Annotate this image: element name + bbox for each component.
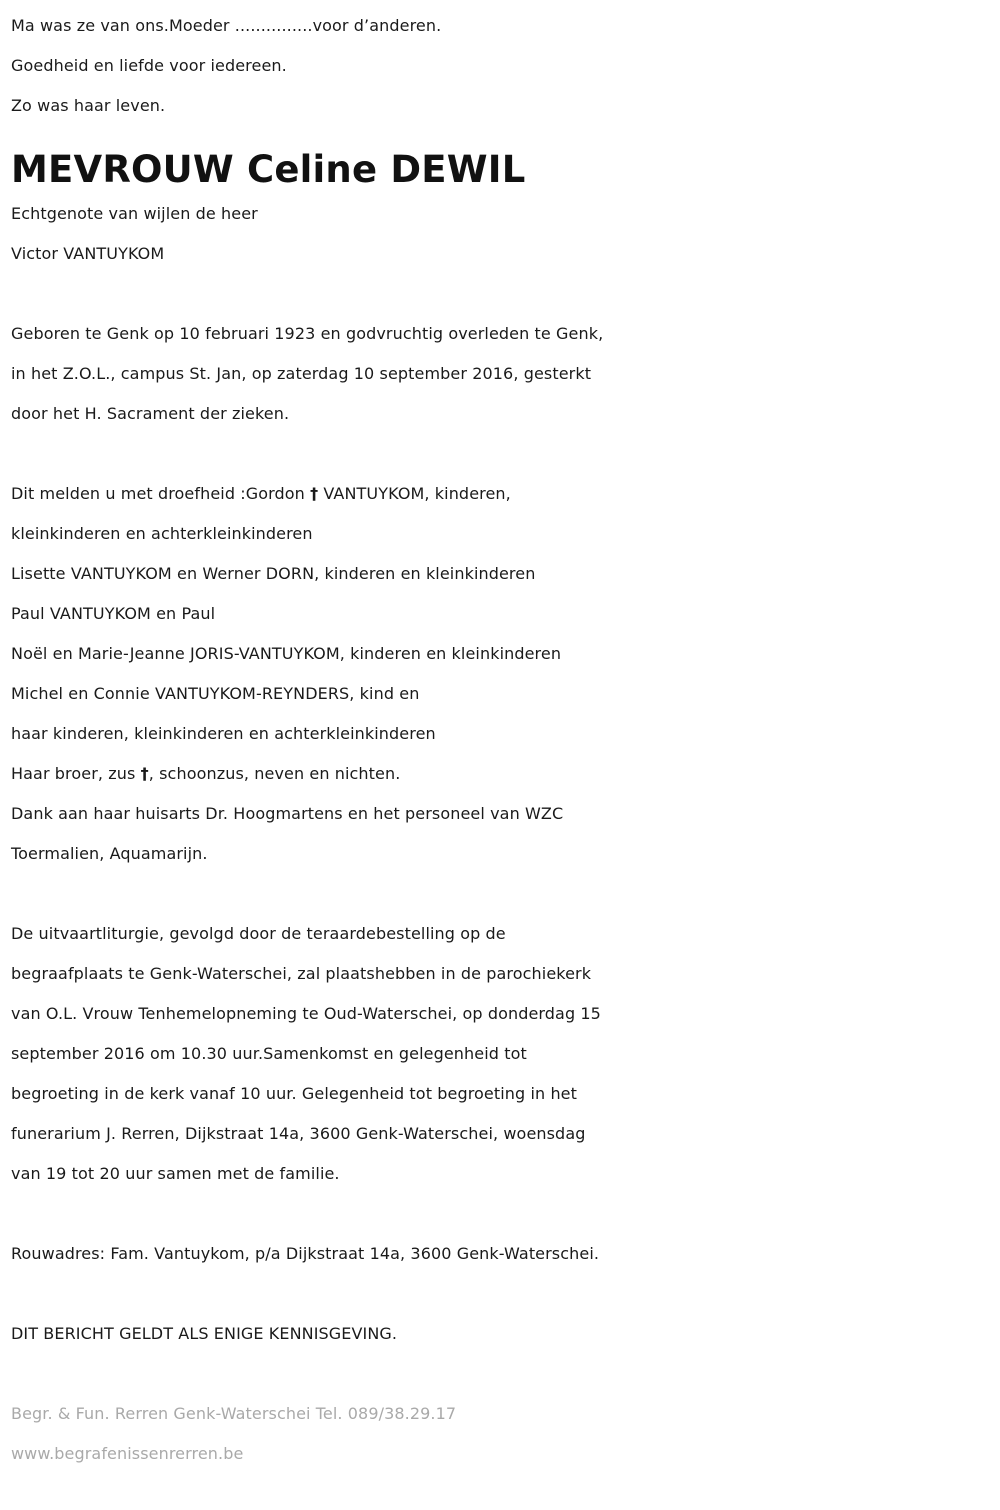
poem-line: Zo was haar leven.: [11, 96, 166, 115]
spouse-line: Echtgenote van wijlen de heer: [11, 204, 258, 223]
family-line: Toermalien, Aquamarijn.: [11, 844, 208, 863]
spouse-info: [11, 194, 996, 274]
family-line: kleinkinderen en achterkleinkinderen: [11, 524, 313, 543]
paragraph-line: in het Z.O.L., campus St. Jan, op zaterdag 10 september 2016, gesterkt: [11, 364, 592, 383]
family-line: Noël en Marie-Jeanne JORIS-VANTUYKOM, kinderen en kleinkinderen: [11, 644, 562, 663]
spouse-line: Victor VANTUYKOM: [11, 244, 165, 263]
family-line: Dit melden u met droefheid :Gordon † VANTUYKOM, kinderen,: [11, 484, 511, 503]
birth-death-paragraph: [11, 314, 996, 434]
ceremony-line: van 19 tot 20 uur samen met de familie.: [11, 1164, 340, 1183]
family-line: Haar broer, zus †, schoonzus, neven en nichten.: [11, 764, 401, 783]
official-notice: DIT BERICHT GELDT ALS ENIGE KENNISGEVING.: [11, 1324, 398, 1343]
family-line: Lisette VANTUYKOM en Werner DORN, kinderen en kleinkinderen: [11, 564, 536, 583]
poem: [11, 6, 996, 126]
family-line: Paul VANTUYKOM en Paul: [11, 604, 216, 623]
spacer: [11, 874, 996, 914]
paragraph-line: door het H. Sacrament der zieken.: [11, 404, 290, 423]
family-line: Michel en Connie VANTUYKOM-REYNDERS, kind en: [11, 684, 420, 703]
ceremony-paragraph: [11, 914, 996, 1194]
deceased-name: MEVROUW Celine DEWIL: [11, 148, 526, 191]
ceremony-line: funerarium J. Rerren, Dijkstraat 14a, 3600 Genk-Waterschei, woensdag: [11, 1124, 586, 1143]
family-line: Dank aan haar huisarts Dr. Hoogmartens en het personeel van WZC: [11, 804, 564, 823]
spacer: [11, 1274, 996, 1314]
ceremony-line: van O.L. Vrouw Tenhemelopneming te Oud-Waterschei, op donderdag 15: [11, 1004, 601, 1023]
funeral-home-contact: Begr. & Fun. Rerren Genk-Waterschei Tel. 089/38.29.17: [11, 1404, 457, 1423]
funeral-home-website[interactable]: www.begrafenissenrerren.be: [11, 1444, 244, 1463]
spacer: [11, 274, 996, 314]
ceremony-line: De uitvaartliturgie, gevolgd door de teraardebestelling op de: [11, 924, 506, 943]
cross-icon: †: [310, 484, 319, 503]
ceremony-line: begroeting in de kerk vanaf 10 uur. Gelegenheid tot begroeting in het: [11, 1084, 578, 1103]
poem-line: Ma was ze van ons.Moeder ...............voor d’anderen.: [11, 16, 442, 35]
spacer: [11, 434, 996, 474]
funeral-home-footer: [11, 1394, 996, 1474]
mourning-address: Rouwadres: Fam. Vantuykom, p/a Dijkstraat 14a, 3600 Genk-Waterschei.: [11, 1244, 600, 1263]
obituary-notice: [11, 6, 996, 1474]
spacer: [11, 1194, 996, 1234]
ceremony-line: begraafplaats te Genk-Waterschei, zal plaatshebben in de parochiekerk: [11, 964, 592, 983]
poem-line: Goedheid en liefde voor iedereen.: [11, 56, 287, 75]
family-line: haar kinderen, kleinkinderen en achterkleinkinderen: [11, 724, 436, 743]
paragraph-line: Geboren te Genk op 10 februari 1923 en godvruchtig overleden te Genk,: [11, 324, 604, 343]
cross-icon: †: [140, 764, 149, 783]
spacer: [11, 1354, 996, 1394]
ceremony-line: september 2016 om 10.30 uur.Samenkomst en gelegenheid tot: [11, 1044, 527, 1063]
family-paragraph: [11, 474, 996, 874]
